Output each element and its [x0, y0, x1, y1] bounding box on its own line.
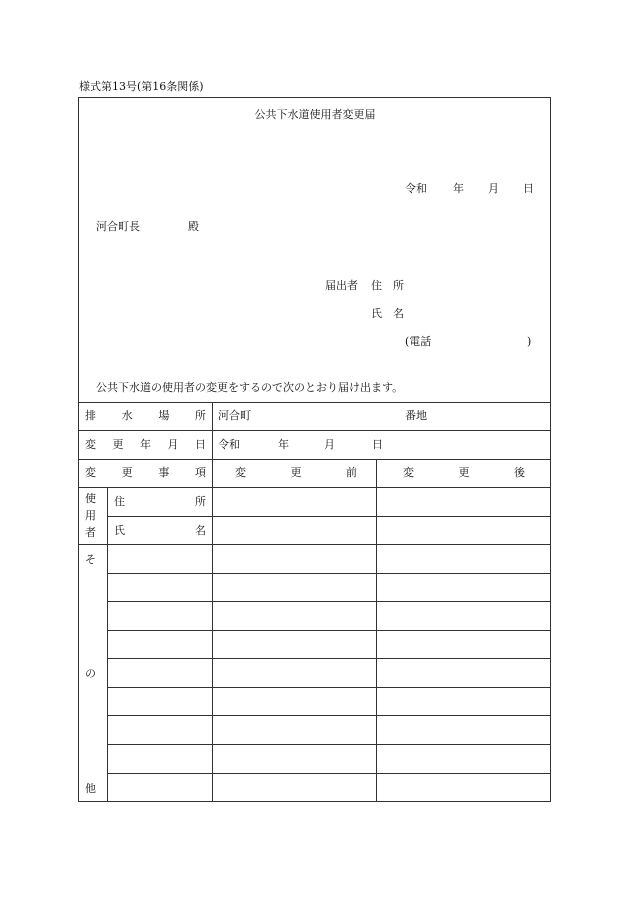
date-year: 年: [453, 182, 464, 195]
table-line: [78, 544, 551, 545]
applicant-address-label-1: 住: [371, 279, 382, 292]
statement: 公共下水道の使用者の変更をするので次のとおり届け出ます。: [96, 381, 404, 394]
user-address-label: 住 所: [114, 495, 206, 508]
change-items-label: 変 更 事 項: [85, 466, 206, 479]
table-line: [78, 459, 551, 460]
other-label-bottom: 他: [85, 782, 96, 795]
date-era: 令和: [405, 182, 427, 195]
change-date-year: 年: [278, 438, 289, 451]
after-label: 変 更 後: [403, 466, 525, 479]
date-day: 日: [523, 182, 534, 195]
other-label-mid: の: [85, 667, 96, 680]
date-month: 月: [488, 182, 499, 195]
applicant-address-label-2: 所: [393, 279, 404, 292]
table-line: [78, 487, 551, 488]
addressee-honorific: 殿: [188, 220, 199, 233]
drain-location-suffix: 番地: [405, 409, 427, 422]
change-date-label: 変 更 年 月 日: [85, 438, 206, 451]
table-line: [107, 601, 551, 602]
other-label-top: そ: [85, 553, 96, 566]
change-date-month: 月: [324, 438, 335, 451]
table-line: [107, 487, 108, 802]
table-line: [107, 573, 551, 574]
table-line: [107, 773, 551, 774]
drain-location-label: 排 水 場 所: [85, 409, 206, 422]
before-label: 変 更 前: [235, 466, 357, 479]
table-line: [107, 744, 551, 745]
drain-location-town: 河合町: [218, 409, 251, 422]
user-name-label: 氏 名: [114, 524, 206, 537]
form-number: 様式第13号(第16条関係): [79, 80, 204, 93]
form-title: 公共下水道使用者変更届: [254, 108, 376, 121]
table-line: [107, 715, 551, 716]
applicant-phone-close: ): [527, 335, 532, 348]
applicant-name-label-2: 名: [393, 307, 404, 320]
table-line: [212, 402, 213, 802]
table-line: [376, 459, 377, 802]
user-label: 使 用 者: [85, 492, 96, 539]
table-line: [107, 630, 551, 631]
table-line: [107, 687, 551, 688]
applicant-phone-open: (電話: [405, 335, 432, 348]
table-line: [107, 516, 551, 517]
change-date-day: 日: [372, 438, 383, 451]
table-line: [107, 658, 551, 659]
applicant-name-label-1: 氏: [371, 307, 382, 320]
change-date-era: 令和: [218, 438, 240, 451]
table-line: [78, 430, 551, 431]
applicant-label: 届出者: [325, 279, 358, 292]
table-line: [78, 402, 551, 403]
addressee-name: 河合町長: [96, 220, 140, 233]
